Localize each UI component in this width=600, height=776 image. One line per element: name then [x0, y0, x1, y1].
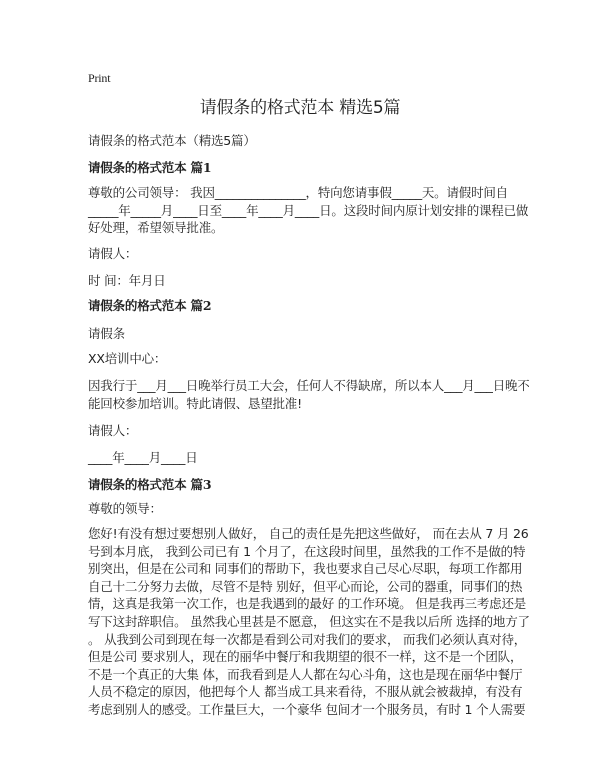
- page-title: 请假条的格式范本 精选5篇: [199, 98, 401, 118]
- text-line: 号到本月底， 我到公司已有 1 个月了，在这段时间里，虽然我的工作不是做的特: [88, 543, 526, 559]
- text-line: 不是一个真正的大集 体，而我看到是人人都在勾心斗角，这也是现在丽华中餐厅: [88, 666, 523, 682]
- section1-signer: 请假人：: [88, 246, 138, 261]
- text-line: 因我行于___月___日晚举行员工大会，任何人不得缺席，所以本人___月___日晚不: [88, 378, 530, 393]
- text-line: 好处理，希望领导批准。: [88, 220, 224, 236]
- text-line: 但是公司 要求别人，现在的丽华中餐厅和我期望的很不一样，这不是一个团队，: [88, 649, 523, 665]
- section2-paragraph: [88, 377, 530, 412]
- text-line: 自己十二分努力去做，尽管不是特 别好，但平心而论，公司的器重，同事们的热: [88, 578, 523, 594]
- text-line: 考虑到别人的感受。工作量巨大，一个豪华 包间才一个服务员，有时 1 个人需要: [88, 701, 526, 717]
- section2-recipient: XX培训中心：: [88, 351, 167, 366]
- section-heading-2: 请假条的格式范本 篇2: [88, 298, 212, 313]
- text-line: 别突出，但是在公司和 同事们的帮助下，我也要求自己尽心尽职，每项工作都用: [88, 561, 523, 577]
- print-link[interactable]: Print: [88, 71, 111, 85]
- text-line: 情，这真是我第一次工作，也是我遇到的最好 的工作环境。 但是我再三考虑还是: [88, 596, 527, 612]
- section3-greeting: 尊敬的领导：: [88, 501, 162, 516]
- section1-time: 时 间：年月日: [88, 273, 166, 288]
- section2-date: ____年____月____日: [88, 450, 198, 465]
- section1-paragraph: [88, 184, 528, 237]
- section2-signer: 请假人：: [88, 423, 138, 438]
- text-line: 尊敬的公司领导： 我因_______________，特向您请事假_____天。请假时间自: [88, 185, 508, 200]
- section2-label: 请假条: [88, 326, 125, 341]
- text-line: _____年_____月____日至____年____月____日。这段时间内原计划安排的课程已做: [88, 202, 529, 218]
- subtitle: 请假条的格式范本（精选5篇）: [88, 133, 256, 148]
- section-heading-1: 请假条的格式范本 篇1: [88, 160, 212, 175]
- section3-paragraph: [88, 525, 530, 719]
- text-line: 您好!有没有想过要想别人做好， 自己的责任是先把这些做好， 而在去从 7 月 26: [88, 526, 529, 541]
- section-heading-3: 请假条的格式范本 篇3: [88, 477, 212, 492]
- text-line: 人员不稳定的原因，他把每个人 都当成工具来看待，不服从就会被裁掉，有没有: [88, 684, 523, 700]
- text-line: 写下这封辞职信。 虽然我心里甚是不愿意， 但这实在不是我以后所 选择的地方了: [88, 613, 530, 629]
- text-line: 。 从我到公司到现在每一次都是看到公司对我们的要求， 而我们必须认真对待，: [88, 631, 527, 647]
- text-line: 能回校参加培训。特此请假、恳望批准!: [88, 395, 302, 411]
